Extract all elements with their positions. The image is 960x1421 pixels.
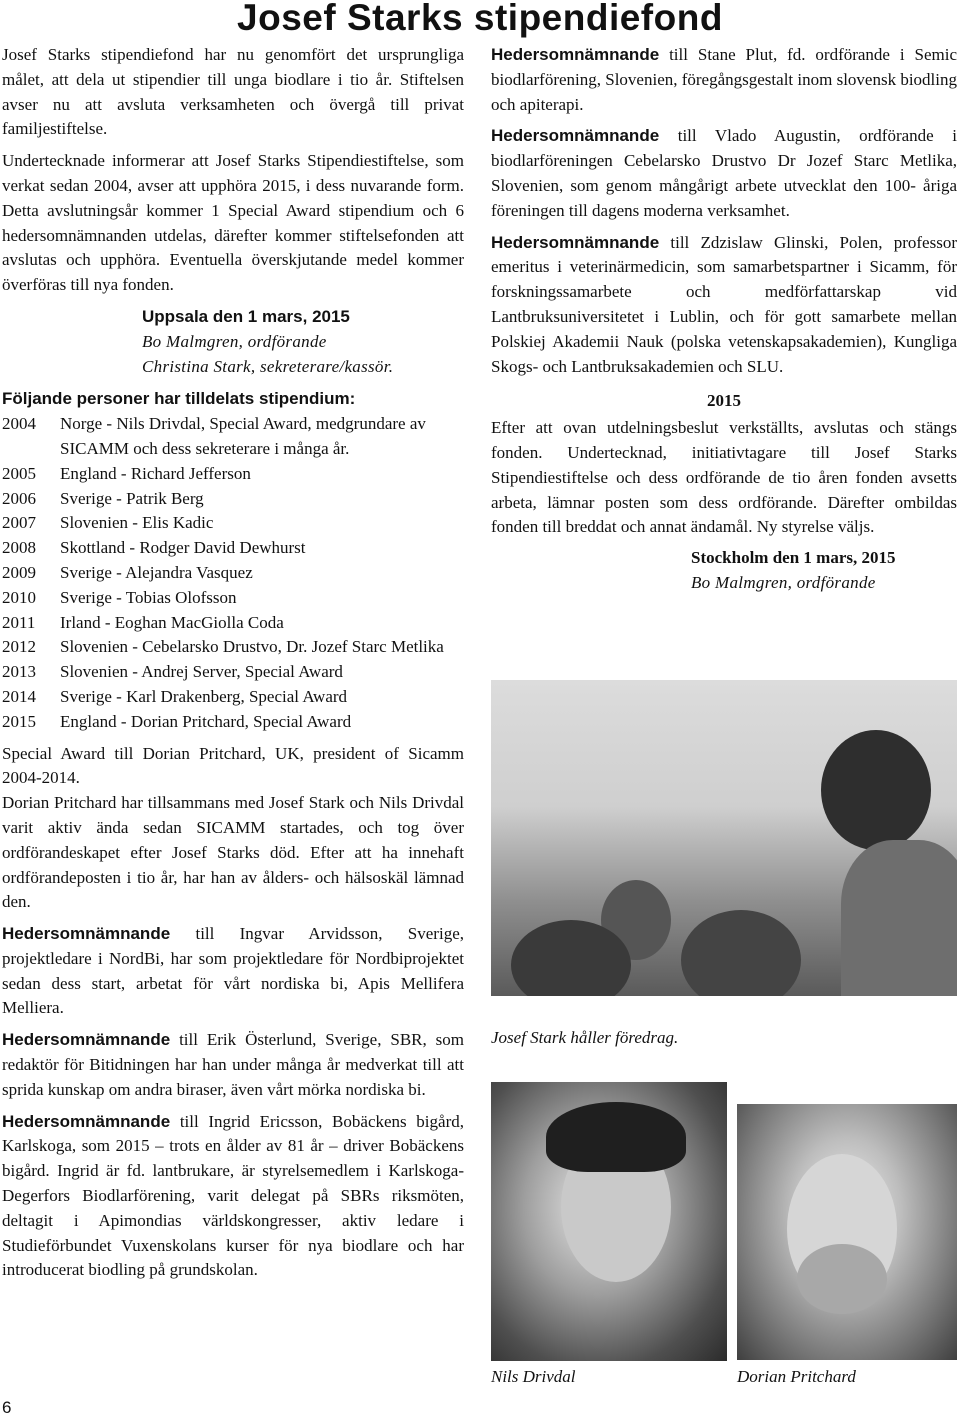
list-item	[2, 561, 464, 586]
recipient-text: England - Richard Jefferson	[60, 463, 251, 483]
recipient-text: Norge - Nils Drivdal, Special Award, medgrundare av SICAMM och dess sekreterare i många år.	[60, 414, 426, 458]
right-column	[491, 43, 957, 606]
signature-place-date: Uppsala den 1 mars, 2015	[142, 306, 350, 326]
list-item	[2, 487, 464, 512]
list-item	[2, 586, 464, 611]
list-item	[2, 511, 464, 536]
signature-line: Bo Malmgren, ordförande	[142, 331, 327, 351]
honor-paragraph	[2, 1028, 464, 1102]
photo-caption: Nils Drivdal	[491, 1367, 576, 1386]
honor-paragraph	[491, 231, 957, 380]
recipient-text: Sverige - Patrik Berg	[60, 488, 204, 508]
recipient-year: 2013	[2, 662, 36, 682]
honor-text: till Zdzislaw Glinski, Polen, professor emeritus i veterinärmedicin, som samarbetspartner i Sicamm, för forskningssamarbete och medförfattarskap vid Lantbruksuniversitetet i Lublin, och för gott samarbete mellan Polskiej Akademii Nauk (polska vetenskapsakademien), Kungliga Skogs- och Lantbruksakademien och SLU.	[491, 232, 957, 376]
signature-line: Bo Malmgren, ordförande	[691, 572, 876, 592]
photo-beard-shape	[797, 1244, 887, 1314]
recipient-year: 2015	[2, 711, 36, 731]
photo-figure-shape	[841, 840, 957, 996]
photo-caption: Josef Stark håller föredrag.	[491, 1028, 679, 1047]
recipient-year: 2010	[2, 587, 36, 607]
list-item	[2, 611, 464, 636]
signature-place-date: Stockholm den 1 mars, 2015	[691, 548, 896, 568]
recipient-text: Slovenien - Cebelarsko Drustvo, Dr. Jozef Starc Metlika	[60, 637, 444, 657]
special-award-paragraph: Special Award till Dorian Pritchard, UK, president of Sicamm 2004-2014.	[2, 743, 464, 788]
list-item	[2, 685, 464, 710]
recipients-list	[2, 412, 464, 734]
recipient-year: 2011	[2, 612, 36, 632]
honor-text: till Ingvar Arvidsson, Sverige, projektledare i NordBi, har som projektledare för Nordbiprojektet sedan dess start, arbetat för vårt nordiska bi, Apis Mellifera Melliera.	[2, 924, 464, 1018]
honor-text: till Stane Plut, fd. ordförande i Semic biodlarförening, Slovenien, föregångsgestalt inom slovensk biodling och apiterapi.	[491, 45, 958, 114]
photo-figure-shape	[681, 910, 801, 996]
lecture-photo	[491, 680, 957, 996]
photo-figure-shape	[821, 730, 931, 850]
honor-paragraph	[491, 43, 957, 117]
left-column	[2, 43, 464, 1283]
honor-label: Hedersomnämnande	[2, 924, 171, 944]
recipient-text: Sverige - Tobias Olofsson	[60, 587, 237, 607]
page-title: Josef Starks stipendiefond	[237, 0, 723, 38]
honor-paragraph	[2, 922, 464, 1021]
honor-label: Hedersomnämnande	[491, 126, 660, 146]
recipient-text: Slovenien - Elis Kadic	[60, 513, 214, 533]
pritchard-paragraph: Dorian Pritchard har tillsammans med Josef Stark och Nils Drivdal varit aktiv ända sedan SICAMM startades, och tog över ordförandeskapet efter Josef Starks död. Efter att ha innehaft ordförandeposten i tio år, har han av ålders- och hälsoskäl lämnad den.	[2, 793, 464, 912]
recipient-year: 2007	[2, 513, 36, 533]
intro-paragraph: Josef Starks stipendiefond har nu genomfört det ursprungliga målet, att dela ut stipendier till unga biodlare i tio år. Stiftelsen avser nu att avsluta verksamheten och övergå till privat familjestiftelse.	[2, 45, 464, 139]
honor-text: till Ingrid Ericsson, Bobäckens bigård, Karlskoga, som 2015 – trots en ålder av 81 år – driver Bobäckens bigård. Ingrid är fd. lantbrukare, är styrelsemedlem i Karlskoga-Degerfors Biodlarförening, varit delegat på SBRs riksmöten, deltagit i Apimondias världskongresser, aktiv ledare i Studieförbundet Vuxenskolans kurser för nya biodlare och har introducerat biodling på grundskolan.	[2, 1111, 464, 1280]
honor-text: till Vlado Augustin, ordförande i biodlarföreningen Cebelarsko Drustvo Dr Jozef Starc Metlika, Slovenien, som genom mångårigt arbete utvecklat den 100- åriga föreningen till dagens moderna verksamhet.	[491, 126, 957, 220]
honor-paragraph	[2, 1110, 464, 1284]
list-item	[2, 635, 464, 660]
signature-line: Christina Stark, sekreterare/kassör.	[142, 356, 394, 376]
honor-text: till Erik Österlund, Sverige, SBR, som redaktör för Bitidningen har han under många år medverkat till att sprida kunskap om andra biraser, även vårt mörka nordiska bi.	[2, 1030, 464, 1099]
recipient-year: 2012	[2, 637, 36, 657]
recipient-year: 2014	[2, 686, 36, 706]
honor-label: Hedersomnämnande	[491, 232, 660, 252]
stockholm-signature	[491, 546, 957, 596]
recipient-text: England - Dorian Pritchard, Special Award	[60, 711, 352, 731]
recipient-text: Sverige - Karl Drakenberg, Special Award	[60, 686, 348, 706]
recipients-heading: Följande personer har tilldelats stipendium:	[2, 389, 356, 409]
uppsala-signature	[2, 305, 464, 379]
recipient-text: Irland - Eoghan MacGiolla Coda	[60, 612, 284, 632]
list-item	[2, 536, 464, 561]
photo-hair-shape	[546, 1102, 686, 1172]
list-item	[2, 660, 464, 685]
list-item	[2, 462, 464, 487]
pritchard-portrait	[737, 1104, 957, 1360]
recipient-year: 2009	[2, 562, 36, 582]
recipient-text: Sverige - Alejandra Vasquez	[60, 562, 253, 582]
closing-paragraph: Efter att ovan utdelningsbeslut verkställts, avslutas och stängs fonden. Undertecknad, initiativtagare till Josef Starks Stipendiestiftelse och dess ordförande de tio åren fonden avsetts arbeta, lämnar posten som dess ordförande. Därefter ombildas fonden till breddat och annat ändamål. Ny styrelse väljs.	[491, 418, 957, 537]
honor-label: Hedersomnämnande	[491, 45, 660, 64]
recipient-year: 2008	[2, 538, 36, 558]
list-item	[2, 710, 464, 735]
list-item	[2, 412, 464, 462]
honor-label: Hedersomnämnande	[2, 1111, 171, 1131]
drivdal-portrait	[491, 1082, 727, 1361]
honor-paragraph	[491, 124, 957, 223]
recipient-text: Skottland - Rodger David Dewhurst	[60, 538, 306, 558]
recipient-year: 2006	[2, 488, 36, 508]
page-number: 6	[2, 1398, 12, 1417]
recipient-text: Slovenien - Andrej Server, Special Award	[60, 662, 343, 682]
recipient-year: 2005	[2, 463, 36, 483]
honor-label: Hedersomnämnande	[2, 1030, 171, 1050]
notice-paragraph: Undertecknade informerar att Josef Starks Stipendiestiftelse, som verkat sedan 2004, avser att upphöra 2015, i dess nuvarande form. Detta avslutningsår kommer 1 Special Award stipendium och 6 hedersomnämnanden utdelas, därefter kommer stiftelsefonden att avslutas och upphöra. Eventuella överskjutande medel kommer överföras till nya fonden.	[2, 151, 464, 295]
year-heading: 2015	[707, 391, 741, 411]
recipient-year: 2004	[2, 414, 36, 434]
photo-caption: Dorian Pritchard	[737, 1367, 856, 1386]
